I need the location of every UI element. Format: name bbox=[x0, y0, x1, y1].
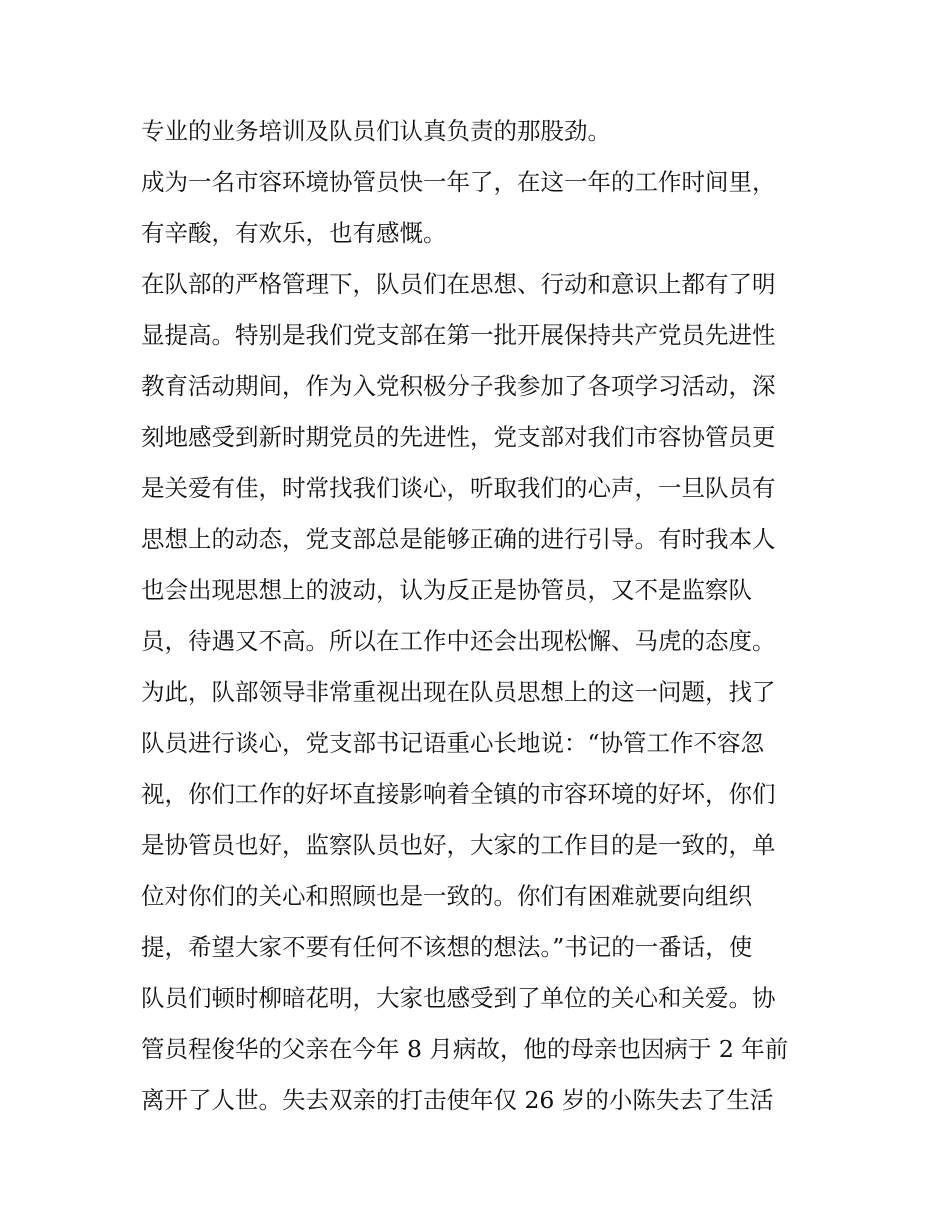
text-line: 成为一名市容环境协管员快一年了，在这一年的工作时间里， bbox=[141, 168, 776, 196]
text-line: 为此，队部领导非常重视出现在队员思想上的这一问题，找了 bbox=[141, 678, 776, 706]
text-line: 是关爱有佳，时常找我们谈心，听取我们的心声，一旦队员有 bbox=[141, 474, 776, 502]
text-line: 专业的业务培训及队员们认真负责的那股劲。 bbox=[141, 117, 611, 145]
text-line: 提，希望大家不要有任何不该想的想法。”书记的一番话，使 bbox=[141, 933, 753, 961]
text-line: 显提高。特别是我们党支部在第一批开展保持共产党员先进性 bbox=[141, 321, 776, 349]
text-line: 队员进行谈心，党支部书记语重心长地说：“协管工作不容忽 bbox=[141, 729, 765, 757]
text-line: 在队部的严格管理下，队员们在思想、行动和意识上都有了明 bbox=[141, 270, 776, 298]
text-line: 管员程俊华的父亲在今年 8 月病故，他的母亲也因病于 2 年前 bbox=[141, 1035, 789, 1063]
text-line: 刻地感受到新时期党员的先进性，党支部对我们市容协管员更 bbox=[141, 423, 776, 451]
text-line: 位对你们的关心和照顾也是一致的。你们有困难就要向组织 bbox=[141, 882, 752, 910]
body-text bbox=[141, 106, 821, 1126]
text-line: 思想上的动态，党支部总是能够正确的进行引导。有时我本人 bbox=[141, 525, 776, 553]
text-line: 视，你们工作的好坏直接影响着全镇的市容环境的好坏，你们 bbox=[141, 780, 776, 808]
text-line: 教育活动期间，作为入党积极分子我参加了各项学习活动，深 bbox=[141, 372, 776, 400]
text-line: 有辛酸，有欢乐，也有感慨。 bbox=[141, 219, 447, 247]
text-line: 是协管员也好，监察队员也好，大家的工作目的是一致的，单 bbox=[141, 831, 776, 859]
text-line: 也会出现思想上的波动，认为反正是协管员，又不是监察队 bbox=[141, 576, 752, 604]
text-line: 离开了人世。失去双亲的打击使年仅 26 岁的小陈失去了生活 bbox=[141, 1086, 774, 1114]
text-line: 员，待遇又不高。所以在工作中还会出现松懈、马虎的态度。 bbox=[141, 627, 776, 655]
text-line: 队员们顿时柳暗花明，大家也感受到了单位的关心和关爱。协 bbox=[141, 984, 776, 1012]
